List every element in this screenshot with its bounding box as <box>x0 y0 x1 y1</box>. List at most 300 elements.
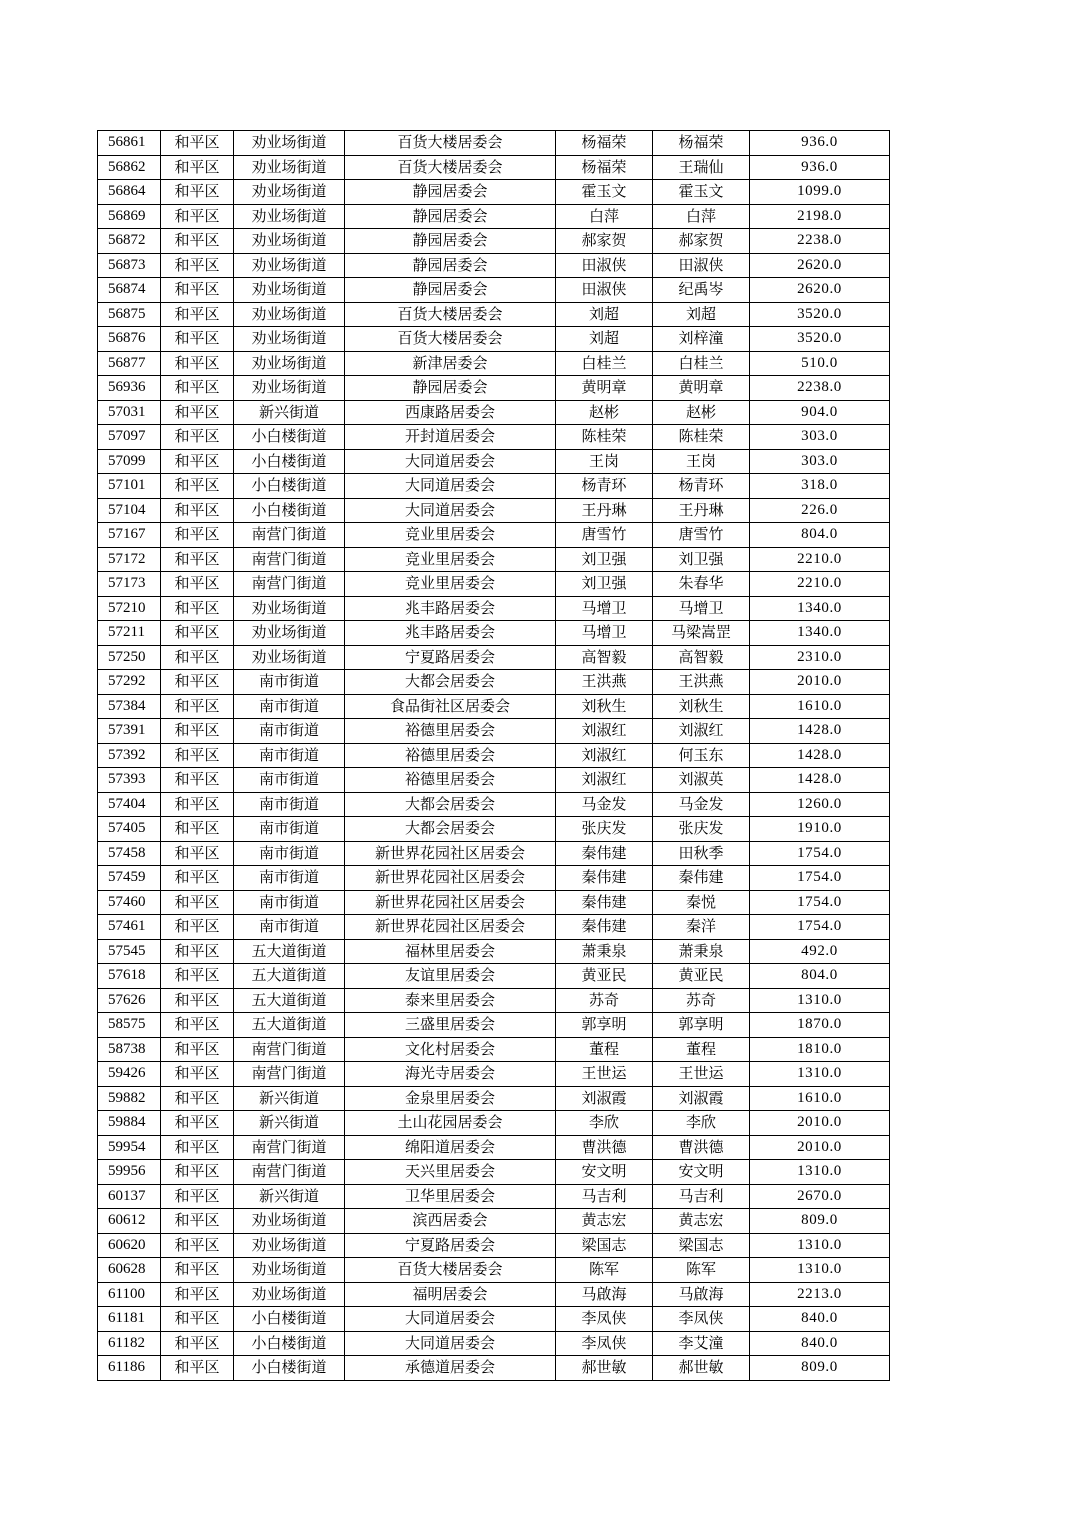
table-row <box>98 694 890 719</box>
district-cell: 和平区 <box>161 547 234 572</box>
member-name-cell: 王瑞仙 <box>653 155 750 180</box>
member-name-cell: 陈军 <box>653 1258 750 1283</box>
table-row <box>98 1013 890 1038</box>
head-name-cell: 刘卫强 <box>556 547 653 572</box>
committee-cell: 静园居委会 <box>345 278 556 303</box>
committee-cell: 宁夏路居委会 <box>345 1233 556 1258</box>
amount-cell: 1810.0 <box>750 1037 890 1062</box>
committee-cell: 竞业里居委会 <box>345 523 556 548</box>
district-cell: 和平区 <box>161 498 234 523</box>
table-row <box>98 327 890 352</box>
district-cell: 和平区 <box>161 719 234 744</box>
head-name-cell: 郝世敏 <box>556 1356 653 1381</box>
record-id-cell: 57392 <box>98 743 161 768</box>
committee-cell: 百货大楼居委会 <box>345 302 556 327</box>
amount-cell: 1754.0 <box>750 890 890 915</box>
street-cell: 劝业场街道 <box>234 1258 345 1283</box>
record-id-cell: 61182 <box>98 1331 161 1356</box>
record-id-cell: 57101 <box>98 474 161 499</box>
member-name-cell: 霍玉文 <box>653 180 750 205</box>
head-name-cell: 白桂兰 <box>556 351 653 376</box>
committee-cell: 裕德里居委会 <box>345 743 556 768</box>
head-name-cell: 李欣 <box>556 1111 653 1136</box>
member-name-cell: 杨福荣 <box>653 131 750 156</box>
member-name-cell: 王岗 <box>653 449 750 474</box>
table-row <box>98 1111 890 1136</box>
district-cell: 和平区 <box>161 1184 234 1209</box>
district-cell: 和平区 <box>161 1037 234 1062</box>
amount-cell: 2213.0 <box>750 1282 890 1307</box>
district-cell: 和平区 <box>161 670 234 695</box>
street-cell: 南市街道 <box>234 768 345 793</box>
district-cell: 和平区 <box>161 743 234 768</box>
record-id-cell: 57618 <box>98 964 161 989</box>
amount-cell: 2238.0 <box>750 229 890 254</box>
table-row <box>98 180 890 205</box>
head-name-cell: 田淑侠 <box>556 278 653 303</box>
table-row <box>98 449 890 474</box>
amount-cell: 2010.0 <box>750 670 890 695</box>
table-row <box>98 1331 890 1356</box>
committee-cell: 新津居委会 <box>345 351 556 376</box>
committee-cell: 土山花园居委会 <box>345 1111 556 1136</box>
table-row <box>98 670 890 695</box>
district-cell: 和平区 <box>161 1258 234 1283</box>
head-name-cell: 萧秉泉 <box>556 939 653 964</box>
member-name-cell: 李凤侠 <box>653 1307 750 1332</box>
district-cell: 和平区 <box>161 866 234 891</box>
committee-cell: 竞业里居委会 <box>345 572 556 597</box>
committee-cell: 大同道居委会 <box>345 1331 556 1356</box>
street-cell: 南市街道 <box>234 743 345 768</box>
record-id-cell: 60628 <box>98 1258 161 1283</box>
street-cell: 新兴街道 <box>234 400 345 425</box>
amount-cell: 2238.0 <box>750 376 890 401</box>
amount-cell: 1610.0 <box>750 694 890 719</box>
committee-cell: 天兴里居委会 <box>345 1160 556 1185</box>
member-name-cell: 唐雪竹 <box>653 523 750 548</box>
district-cell: 和平区 <box>161 229 234 254</box>
table-row <box>98 890 890 915</box>
member-name-cell: 田淑侠 <box>653 253 750 278</box>
district-cell: 和平区 <box>161 915 234 940</box>
table-row <box>98 1184 890 1209</box>
district-cell: 和平区 <box>161 131 234 156</box>
street-cell: 劝业场街道 <box>234 278 345 303</box>
head-name-cell: 苏奇 <box>556 988 653 1013</box>
head-name-cell: 王丹琳 <box>556 498 653 523</box>
table-row <box>98 1160 890 1185</box>
table-row <box>98 376 890 401</box>
record-id-cell: 57172 <box>98 547 161 572</box>
head-name-cell: 马增卫 <box>556 596 653 621</box>
table-row <box>98 1258 890 1283</box>
member-name-cell: 黄明章 <box>653 376 750 401</box>
table-row <box>98 425 890 450</box>
district-cell: 和平区 <box>161 1331 234 1356</box>
street-cell: 南营门街道 <box>234 572 345 597</box>
table-row <box>98 498 890 523</box>
record-id-cell: 57097 <box>98 425 161 450</box>
record-id-cell: 60137 <box>98 1184 161 1209</box>
street-cell: 劝业场街道 <box>234 596 345 621</box>
street-cell: 劝业场街道 <box>234 229 345 254</box>
amount-cell: 840.0 <box>750 1307 890 1332</box>
committee-cell: 大同道居委会 <box>345 498 556 523</box>
record-id-cell: 57405 <box>98 817 161 842</box>
table-row <box>98 547 890 572</box>
member-name-cell: 纪禹岑 <box>653 278 750 303</box>
street-cell: 劝业场街道 <box>234 253 345 278</box>
record-id-cell: 59882 <box>98 1086 161 1111</box>
head-name-cell: 董程 <box>556 1037 653 1062</box>
table-row <box>98 400 890 425</box>
record-id-cell: 58575 <box>98 1013 161 1038</box>
head-name-cell: 刘卫强 <box>556 572 653 597</box>
head-name-cell: 黄亚民 <box>556 964 653 989</box>
district-cell: 和平区 <box>161 523 234 548</box>
head-name-cell: 秦伟建 <box>556 915 653 940</box>
member-name-cell: 刘梓潼 <box>653 327 750 352</box>
committee-cell: 新世界花园社区居委会 <box>345 866 556 891</box>
district-cell: 和平区 <box>161 621 234 646</box>
committee-cell: 三盛里居委会 <box>345 1013 556 1038</box>
head-name-cell: 秦伟建 <box>556 890 653 915</box>
amount-cell: 1870.0 <box>750 1013 890 1038</box>
amount-cell: 1910.0 <box>750 817 890 842</box>
district-cell: 和平区 <box>161 1135 234 1160</box>
head-name-cell: 梁国志 <box>556 1233 653 1258</box>
head-name-cell: 马吉利 <box>556 1184 653 1209</box>
member-name-cell: 萧秉泉 <box>653 939 750 964</box>
district-cell: 和平区 <box>161 939 234 964</box>
member-name-cell: 何玉东 <box>653 743 750 768</box>
committee-cell: 宁夏路居委会 <box>345 645 556 670</box>
member-name-cell: 王丹琳 <box>653 498 750 523</box>
record-id-cell: 61186 <box>98 1356 161 1381</box>
committee-cell: 静园居委会 <box>345 180 556 205</box>
committee-cell: 大都会居委会 <box>345 670 556 695</box>
head-name-cell: 曹洪德 <box>556 1135 653 1160</box>
district-cell: 和平区 <box>161 988 234 1013</box>
table-row <box>98 131 890 156</box>
committee-cell: 静园居委会 <box>345 204 556 229</box>
street-cell: 劝业场街道 <box>234 621 345 646</box>
head-name-cell: 黄志宏 <box>556 1209 653 1234</box>
table-row <box>98 1135 890 1160</box>
district-cell: 和平区 <box>161 253 234 278</box>
head-name-cell: 郭享明 <box>556 1013 653 1038</box>
street-cell: 南市街道 <box>234 817 345 842</box>
committee-cell: 百货大楼居委会 <box>345 131 556 156</box>
member-name-cell: 刘卫强 <box>653 547 750 572</box>
table-row <box>98 523 890 548</box>
street-cell: 小白楼街道 <box>234 425 345 450</box>
street-cell: 劝业场街道 <box>234 180 345 205</box>
committee-cell: 大都会居委会 <box>345 792 556 817</box>
district-cell: 和平区 <box>161 964 234 989</box>
street-cell: 南市街道 <box>234 890 345 915</box>
member-name-cell: 马增卫 <box>653 596 750 621</box>
table-row <box>98 768 890 793</box>
committee-cell: 文化村居委会 <box>345 1037 556 1062</box>
table-row <box>98 719 890 744</box>
record-id-cell: 59956 <box>98 1160 161 1185</box>
committee-cell: 食品街社区居委会 <box>345 694 556 719</box>
member-name-cell: 郭享明 <box>653 1013 750 1038</box>
street-cell: 南市街道 <box>234 792 345 817</box>
member-name-cell: 王洪燕 <box>653 670 750 695</box>
table-row <box>98 792 890 817</box>
district-cell: 和平区 <box>161 1307 234 1332</box>
district-cell: 和平区 <box>161 596 234 621</box>
table-row <box>98 915 890 940</box>
record-id-cell: 57404 <box>98 792 161 817</box>
committee-cell: 静园居委会 <box>345 229 556 254</box>
table-row <box>98 596 890 621</box>
record-id-cell: 56877 <box>98 351 161 376</box>
record-id-cell: 57173 <box>98 572 161 597</box>
amount-cell: 840.0 <box>750 1331 890 1356</box>
district-cell: 和平区 <box>161 1282 234 1307</box>
street-cell: 南营门街道 <box>234 1160 345 1185</box>
head-name-cell: 秦伟建 <box>556 866 653 891</box>
head-name-cell: 秦伟建 <box>556 841 653 866</box>
record-id-cell: 56873 <box>98 253 161 278</box>
member-name-cell: 刘秋生 <box>653 694 750 719</box>
record-id-cell: 56936 <box>98 376 161 401</box>
street-cell: 南市街道 <box>234 670 345 695</box>
committee-cell: 裕德里居委会 <box>345 768 556 793</box>
district-cell: 和平区 <box>161 694 234 719</box>
member-name-cell: 王世运 <box>653 1062 750 1087</box>
committee-cell: 大都会居委会 <box>345 817 556 842</box>
head-name-cell: 李凤侠 <box>556 1307 653 1332</box>
head-name-cell: 陈军 <box>556 1258 653 1283</box>
head-name-cell: 刘淑红 <box>556 768 653 793</box>
record-id-cell: 59884 <box>98 1111 161 1136</box>
district-cell: 和平区 <box>161 572 234 597</box>
head-name-cell: 杨青环 <box>556 474 653 499</box>
street-cell: 劝业场街道 <box>234 645 345 670</box>
head-name-cell: 霍玉文 <box>556 180 653 205</box>
record-id-cell: 57460 <box>98 890 161 915</box>
committee-cell: 新世界花园社区居委会 <box>345 841 556 866</box>
member-name-cell: 刘淑英 <box>653 768 750 793</box>
amount-cell: 303.0 <box>750 425 890 450</box>
record-id-cell: 57099 <box>98 449 161 474</box>
table-row <box>98 988 890 1013</box>
amount-cell: 904.0 <box>750 400 890 425</box>
table-row <box>98 1282 890 1307</box>
record-id-cell: 56862 <box>98 155 161 180</box>
street-cell: 劝业场街道 <box>234 204 345 229</box>
committee-cell: 滨西居委会 <box>345 1209 556 1234</box>
head-name-cell: 刘秋生 <box>556 694 653 719</box>
district-cell: 和平区 <box>161 302 234 327</box>
record-id-cell: 59426 <box>98 1062 161 1087</box>
street-cell: 劝业场街道 <box>234 1233 345 1258</box>
head-name-cell: 赵彬 <box>556 400 653 425</box>
record-id-cell: 57250 <box>98 645 161 670</box>
head-name-cell: 刘淑红 <box>556 719 653 744</box>
committee-cell: 海光寺居委会 <box>345 1062 556 1087</box>
member-name-cell: 刘淑霞 <box>653 1086 750 1111</box>
member-name-cell: 马啟海 <box>653 1282 750 1307</box>
district-cell: 和平区 <box>161 400 234 425</box>
street-cell: 南市街道 <box>234 915 345 940</box>
head-name-cell: 刘淑霞 <box>556 1086 653 1111</box>
member-name-cell: 秦悦 <box>653 890 750 915</box>
district-cell: 和平区 <box>161 278 234 303</box>
record-id-cell: 57626 <box>98 988 161 1013</box>
member-name-cell: 马金发 <box>653 792 750 817</box>
amount-cell: 2670.0 <box>750 1184 890 1209</box>
committee-cell: 兆丰路居委会 <box>345 621 556 646</box>
committee-cell: 承德道居委会 <box>345 1356 556 1381</box>
district-cell: 和平区 <box>161 474 234 499</box>
committee-cell: 泰来里居委会 <box>345 988 556 1013</box>
head-name-cell: 王洪燕 <box>556 670 653 695</box>
committee-cell: 百货大楼居委会 <box>345 1258 556 1283</box>
record-id-cell: 57391 <box>98 719 161 744</box>
amount-cell: 3520.0 <box>750 327 890 352</box>
table-row <box>98 253 890 278</box>
member-name-cell: 朱春华 <box>653 572 750 597</box>
record-id-cell: 57104 <box>98 498 161 523</box>
member-name-cell: 张庆发 <box>653 817 750 842</box>
street-cell: 南营门街道 <box>234 523 345 548</box>
district-cell: 和平区 <box>161 351 234 376</box>
street-cell: 南市街道 <box>234 841 345 866</box>
table-row <box>98 866 890 891</box>
record-id-cell: 56869 <box>98 204 161 229</box>
head-name-cell: 高智毅 <box>556 645 653 670</box>
amount-cell: 2620.0 <box>750 253 890 278</box>
district-cell: 和平区 <box>161 1111 234 1136</box>
district-cell: 和平区 <box>161 327 234 352</box>
committee-cell: 绵阳道居委会 <box>345 1135 556 1160</box>
table-row <box>98 474 890 499</box>
record-id-cell: 57461 <box>98 915 161 940</box>
member-name-cell: 白萍 <box>653 204 750 229</box>
street-cell: 南市街道 <box>234 866 345 891</box>
district-cell: 和平区 <box>161 1356 234 1381</box>
member-name-cell: 李艾潼 <box>653 1331 750 1356</box>
amount-cell: 1310.0 <box>750 1160 890 1185</box>
amount-cell: 1428.0 <box>750 743 890 768</box>
member-name-cell: 马吉利 <box>653 1184 750 1209</box>
table-row <box>98 1086 890 1111</box>
committee-cell: 开封道居委会 <box>345 425 556 450</box>
committee-cell: 新世界花园社区居委会 <box>345 890 556 915</box>
amount-cell: 809.0 <box>750 1209 890 1234</box>
amount-cell: 1754.0 <box>750 841 890 866</box>
committee-cell: 静园居委会 <box>345 376 556 401</box>
district-cell: 和平区 <box>161 449 234 474</box>
committee-cell: 金泉里居委会 <box>345 1086 556 1111</box>
street-cell: 小白楼街道 <box>234 1356 345 1381</box>
amount-cell: 2010.0 <box>750 1135 890 1160</box>
record-id-cell: 57545 <box>98 939 161 964</box>
table-row <box>98 302 890 327</box>
table-body <box>98 131 890 1381</box>
table-row <box>98 229 890 254</box>
record-id-cell: 57211 <box>98 621 161 646</box>
amount-cell: 1754.0 <box>750 915 890 940</box>
record-id-cell: 57393 <box>98 768 161 793</box>
district-cell: 和平区 <box>161 1086 234 1111</box>
amount-cell: 1754.0 <box>750 866 890 891</box>
amount-cell: 2210.0 <box>750 547 890 572</box>
district-cell: 和平区 <box>161 155 234 180</box>
street-cell: 劝业场街道 <box>234 131 345 156</box>
street-cell: 劝业场街道 <box>234 327 345 352</box>
amount-cell: 936.0 <box>750 131 890 156</box>
street-cell: 小白楼街道 <box>234 1331 345 1356</box>
amount-cell: 3520.0 <box>750 302 890 327</box>
amount-cell: 510.0 <box>750 351 890 376</box>
record-id-cell: 56864 <box>98 180 161 205</box>
member-name-cell: 杨青环 <box>653 474 750 499</box>
table-row <box>98 1356 890 1381</box>
record-id-cell: 57384 <box>98 694 161 719</box>
amount-cell: 804.0 <box>750 523 890 548</box>
head-name-cell: 白萍 <box>556 204 653 229</box>
committee-cell: 大同道居委会 <box>345 1307 556 1332</box>
member-name-cell: 曹洪德 <box>653 1135 750 1160</box>
head-name-cell: 杨福荣 <box>556 131 653 156</box>
amount-cell: 1310.0 <box>750 1062 890 1087</box>
record-id-cell: 57292 <box>98 670 161 695</box>
table-row <box>98 645 890 670</box>
table-row <box>98 572 890 597</box>
record-id-cell: 59954 <box>98 1135 161 1160</box>
district-cell: 和平区 <box>161 841 234 866</box>
street-cell: 小白楼街道 <box>234 449 345 474</box>
amount-cell: 1310.0 <box>750 1258 890 1283</box>
amount-cell: 1340.0 <box>750 596 890 621</box>
amount-cell: 318.0 <box>750 474 890 499</box>
head-name-cell: 王世运 <box>556 1062 653 1087</box>
table-row <box>98 621 890 646</box>
committee-cell: 大同道居委会 <box>345 449 556 474</box>
table-row <box>98 351 890 376</box>
member-name-cell: 高智毅 <box>653 645 750 670</box>
record-id-cell: 58738 <box>98 1037 161 1062</box>
amount-cell: 2210.0 <box>750 572 890 597</box>
district-cell: 和平区 <box>161 180 234 205</box>
head-name-cell: 王岗 <box>556 449 653 474</box>
district-cell: 和平区 <box>161 645 234 670</box>
committee-cell: 兆丰路居委会 <box>345 596 556 621</box>
table-row <box>98 743 890 768</box>
record-id-cell: 56875 <box>98 302 161 327</box>
data-table <box>97 130 890 1381</box>
member-name-cell: 刘淑红 <box>653 719 750 744</box>
record-id-cell: 56872 <box>98 229 161 254</box>
street-cell: 劝业场街道 <box>234 155 345 180</box>
member-name-cell: 秦伟建 <box>653 866 750 891</box>
record-id-cell: 57458 <box>98 841 161 866</box>
amount-cell: 1310.0 <box>750 988 890 1013</box>
head-name-cell: 张庆发 <box>556 817 653 842</box>
street-cell: 五大道街道 <box>234 964 345 989</box>
committee-cell: 静园居委会 <box>345 253 556 278</box>
district-cell: 和平区 <box>161 376 234 401</box>
head-name-cell: 刘超 <box>556 302 653 327</box>
amount-cell: 936.0 <box>750 155 890 180</box>
